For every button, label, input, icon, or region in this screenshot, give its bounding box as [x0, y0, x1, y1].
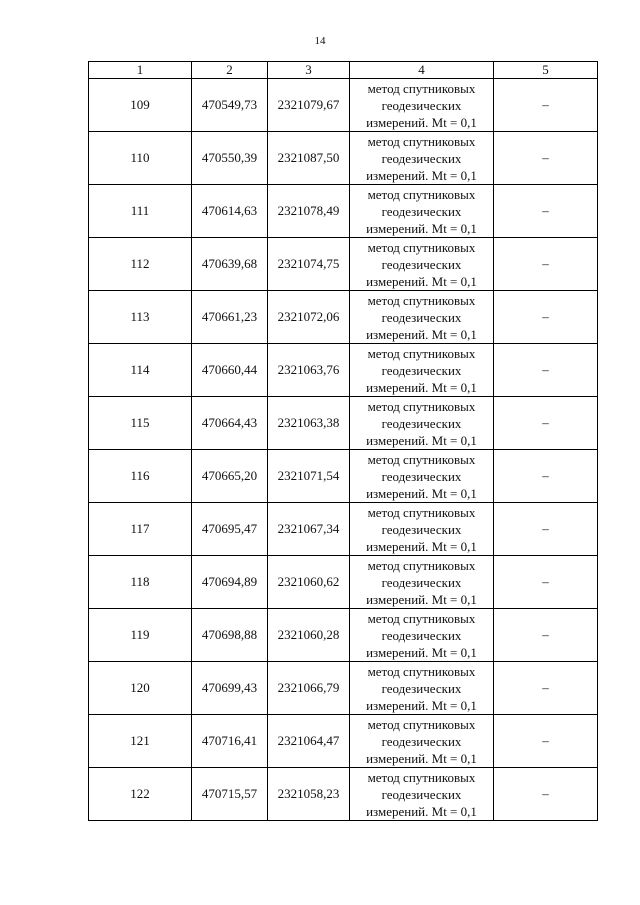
method-line: метод спутниковых [367, 504, 476, 520]
y-coordinate-cell: 2321058,23 [268, 768, 350, 821]
method-line: геодезических [381, 150, 462, 166]
method-line: измерений. Mt = 0,1 [366, 697, 477, 713]
method-line: измерений. Mt = 0,1 [366, 803, 477, 819]
x-coordinate-cell: 470715,57 [192, 768, 268, 821]
note-cell: – [494, 768, 598, 821]
x-coordinate-cell: 470664,43 [192, 397, 268, 450]
point-number-cell: 114 [89, 344, 192, 397]
table-row [89, 79, 598, 132]
method-line: геодезических [381, 786, 462, 802]
table-row [89, 503, 598, 556]
method-line: геодезических [381, 309, 462, 325]
y-coordinate-cell: 2321072,06 [268, 291, 350, 344]
method-cell [350, 397, 494, 450]
y-coordinate-cell: 2321060,62 [268, 556, 350, 609]
method-cell [350, 609, 494, 662]
note-cell: – [494, 662, 598, 715]
method-line: геодезических [381, 97, 462, 113]
table-row [89, 291, 598, 344]
method-cell [350, 768, 494, 821]
page-number: 14 [314, 35, 326, 47]
x-coordinate-cell: 470665,20 [192, 450, 268, 503]
method-line: метод спутниковых [367, 398, 476, 414]
x-coordinate-cell: 470660,44 [192, 344, 268, 397]
x-coordinate-cell: 470639,68 [192, 238, 268, 291]
table-row [89, 715, 598, 768]
method-line: геодезических [381, 680, 462, 696]
method-cell [350, 715, 494, 768]
x-coordinate-cell: 470716,41 [192, 715, 268, 768]
note-cell: – [494, 609, 598, 662]
method-line: измерений. Mt = 0,1 [366, 591, 477, 607]
note-cell: – [494, 715, 598, 768]
method-line: измерений. Mt = 0,1 [366, 538, 477, 554]
method-cell [350, 238, 494, 291]
method-cell [350, 344, 494, 397]
x-coordinate-cell: 470550,39 [192, 132, 268, 185]
method-line: метод спутниковых [367, 133, 476, 149]
table-row [89, 556, 598, 609]
y-coordinate-cell: 2321074,75 [268, 238, 350, 291]
method-line: измерений. Mt = 0,1 [366, 114, 477, 130]
y-coordinate-cell: 2321078,49 [268, 185, 350, 238]
method-line: измерений. Mt = 0,1 [366, 644, 477, 660]
x-coordinate-cell: 470661,23 [192, 291, 268, 344]
column-header: 3 [268, 62, 350, 79]
method-line: метод спутниковых [367, 663, 476, 679]
column-header: 2 [192, 62, 268, 79]
method-line: измерений. Mt = 0,1 [366, 220, 477, 236]
method-line: геодезических [381, 733, 462, 749]
table-row [89, 238, 598, 291]
note-cell: – [494, 556, 598, 609]
method-line: измерений. Mt = 0,1 [366, 485, 477, 501]
method-line: метод спутниковых [367, 769, 476, 785]
method-line: геодезических [381, 256, 462, 272]
table-row [89, 344, 598, 397]
point-number-cell: 122 [89, 768, 192, 821]
method-cell [350, 79, 494, 132]
note-cell: – [494, 503, 598, 556]
method-line: метод спутниковых [367, 80, 476, 96]
method-line: метод спутниковых [367, 610, 476, 626]
x-coordinate-cell: 470695,47 [192, 503, 268, 556]
note-cell: – [494, 344, 598, 397]
point-number-cell: 116 [89, 450, 192, 503]
note-cell: – [494, 79, 598, 132]
column-header: 1 [89, 62, 192, 79]
x-coordinate-cell: 470699,43 [192, 662, 268, 715]
method-line: метод спутниковых [367, 345, 476, 361]
table-row [89, 450, 598, 503]
table-row [89, 397, 598, 450]
method-line: метод спутниковых [367, 557, 476, 573]
x-coordinate-cell: 470549,73 [192, 79, 268, 132]
point-number-cell: 110 [89, 132, 192, 185]
point-number-cell: 109 [89, 79, 192, 132]
point-number-cell: 118 [89, 556, 192, 609]
x-coordinate-cell: 470698,88 [192, 609, 268, 662]
method-line: геодезических [381, 627, 462, 643]
column-header: 5 [494, 62, 598, 79]
y-coordinate-cell: 2321087,50 [268, 132, 350, 185]
method-line: геодезических [381, 521, 462, 537]
method-line: геодезических [381, 203, 462, 219]
point-number-cell: 115 [89, 397, 192, 450]
method-line: метод спутниковых [367, 292, 476, 308]
point-number-cell: 113 [89, 291, 192, 344]
method-cell [350, 291, 494, 344]
table-row [89, 185, 598, 238]
method-line: метод спутниковых [367, 716, 476, 732]
point-number-cell: 119 [89, 609, 192, 662]
method-line: измерений. Mt = 0,1 [366, 379, 477, 395]
y-coordinate-cell: 2321066,79 [268, 662, 350, 715]
note-cell: – [494, 291, 598, 344]
method-line: измерений. Mt = 0,1 [366, 273, 477, 289]
method-line: метод спутниковых [367, 186, 476, 202]
method-cell [350, 185, 494, 238]
note-cell: – [494, 397, 598, 450]
table-body [89, 79, 598, 821]
method-line: метод спутниковых [367, 451, 476, 467]
coordinates-table [88, 61, 598, 821]
column-header: 4 [350, 62, 494, 79]
method-line: измерений. Mt = 0,1 [366, 432, 477, 448]
x-coordinate-cell: 470694,89 [192, 556, 268, 609]
note-cell: – [494, 450, 598, 503]
method-cell [350, 556, 494, 609]
table-row [89, 662, 598, 715]
point-number-cell: 120 [89, 662, 192, 715]
y-coordinate-cell: 2321060,28 [268, 609, 350, 662]
method-cell [350, 503, 494, 556]
y-coordinate-cell: 2321067,34 [268, 503, 350, 556]
method-line: геодезических [381, 415, 462, 431]
method-line: метод спутниковых [367, 239, 476, 255]
table-row [89, 609, 598, 662]
method-line: геодезических [381, 362, 462, 378]
method-cell [350, 132, 494, 185]
note-cell: – [494, 238, 598, 291]
point-number-cell: 121 [89, 715, 192, 768]
y-coordinate-cell: 2321071,54 [268, 450, 350, 503]
y-coordinate-cell: 2321063,76 [268, 344, 350, 397]
point-number-cell: 112 [89, 238, 192, 291]
table-row [89, 768, 598, 821]
method-line: геодезических [381, 574, 462, 590]
table-header-row [89, 62, 598, 79]
y-coordinate-cell: 2321064,47 [268, 715, 350, 768]
note-cell: – [494, 185, 598, 238]
point-number-cell: 111 [89, 185, 192, 238]
point-number-cell: 117 [89, 503, 192, 556]
note-cell: – [494, 132, 598, 185]
table-row [89, 132, 598, 185]
method-cell [350, 450, 494, 503]
y-coordinate-cell: 2321079,67 [268, 79, 350, 132]
method-line: измерений. Mt = 0,1 [366, 750, 477, 766]
y-coordinate-cell: 2321063,38 [268, 397, 350, 450]
method-line: геодезических [381, 468, 462, 484]
method-line: измерений. Mt = 0,1 [366, 167, 477, 183]
method-line: измерений. Mt = 0,1 [366, 326, 477, 342]
method-cell [350, 662, 494, 715]
x-coordinate-cell: 470614,63 [192, 185, 268, 238]
